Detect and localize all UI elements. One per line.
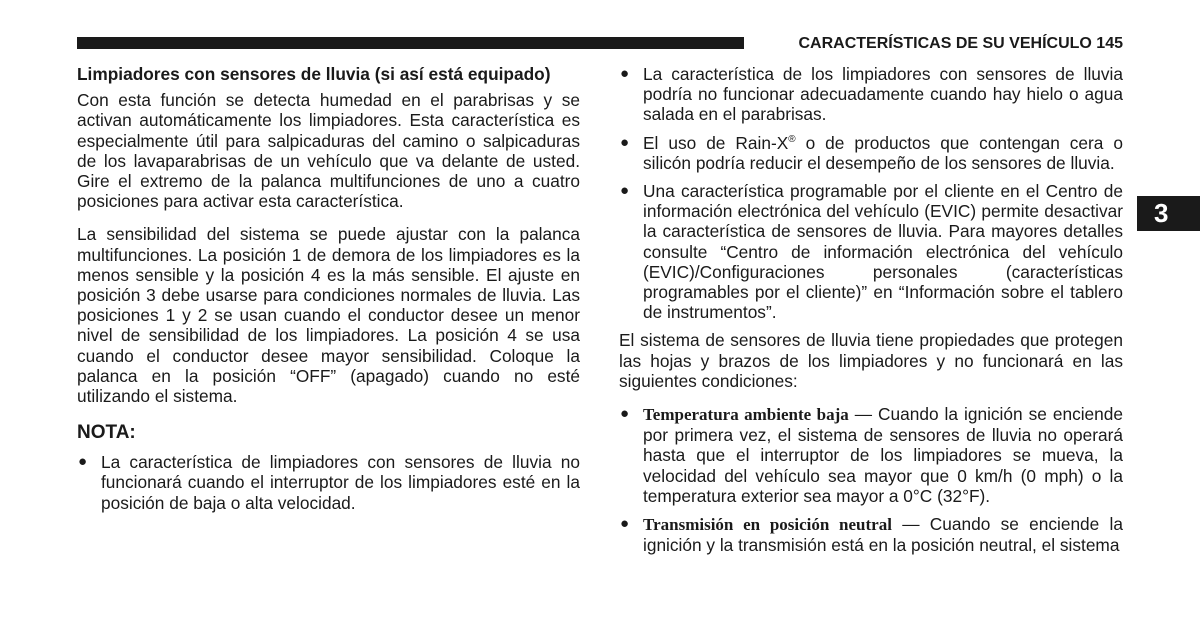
rainx-text-before: El uso de Rain-X [643, 132, 789, 153]
section-heading: Limpiadores con sensores de lluvia (si así está equipado) [77, 64, 551, 84]
condition-text: — Cuando la ignición se enciende por primera vez, el sistema de sensores de lluvia no operará hasta que el interruptor de los limpiadores se mueva, la velocidad del vehículo sea mayor que 0 km/h (0 mph) o la temperatura exterior sea mayor a 0°C (32°F). [643, 404, 1123, 506]
paragraph-intro: Con esta función se detecta humedad en el parabrisas y se activan automáticamente los limpiadores. Esta característica es especialmente útil para salpicaduras del camino o salpicaduras de los lavaparabrisas de un vehículo que va delante de usted. Gire el extremo de la palanca multifunciones de uno a cuatro posiciones para activar esta característica. [77, 90, 580, 212]
list-item-text: Una característica programable por el cliente en el Centro de información electrónica del vehículo (EVIC) permite desactivar la característica de sensores de lluvia. Para mayores detalles consulte “Centro de información electrónica del vehículo (EVIC)/Configuraciones personales (características programables por el cliente)” en “Información sobre el tablero de instrumentos”. [643, 181, 1123, 323]
registered-mark: ® [788, 133, 796, 145]
note-item [77, 452, 580, 513]
paragraph-conditions: El sistema de sensores de lluvia tiene propiedades que protegen las hojas y brazos de los limpiadores y no funcionará en las siguientes condiciones: [619, 330, 1123, 391]
note-heading: NOTA: [77, 422, 136, 444]
condition-term: Temperatura ambiente baja [643, 405, 849, 425]
header-rule [77, 37, 744, 49]
bullet-icon: ● [620, 405, 630, 423]
bullet-icon: ● [620, 65, 630, 82]
list-item [619, 181, 1123, 322]
condition-text: — Cuando se enciende la ignición y la transmisión está en la posición neutral, el sistema [643, 514, 1123, 556]
note-list [77, 452, 580, 513]
condition-item [619, 514, 1123, 555]
list-item [619, 133, 1123, 173]
rainx-text-after: o de productos que contengan cera o silicón podría reducir el desempeño de los sensores de lluvia. [643, 132, 1123, 173]
conditions-list [619, 404, 1123, 555]
paragraph-sensitivity: La sensibilidad del sistema se puede ajustar con la palanca multifunciones. La posición 1 de demora de los limpiadores es la menos sensible y la posición 4 es la más sensible. El ajuste en posición 3 debe usarse para condiciones normales de lluvia. Las posiciones 1 y 2 se usan cuando el conductor desee un menor nivel de sensibilidad de los limpiadores. La posición 4 se usa cuando el conductor desee mayor sensibilidad. Coloque la palanca en la posición “OFF” (apagado) cuando no esté utilizando el sistema. [77, 224, 580, 407]
page-header-title: CARACTERÍSTICAS DE SU VEHÍCULO 145 [798, 35, 1123, 52]
bullet-icon: ● [620, 182, 630, 200]
bullet-list [619, 64, 1123, 322]
bullet-icon: ● [620, 515, 630, 533]
left-column [77, 64, 580, 521]
chapter-tab[interactable]: 3 [1137, 196, 1200, 231]
right-column [619, 64, 1123, 563]
list-item [619, 64, 1123, 125]
list-item-text: La característica de los limpiadores con sensores de lluvia podría no funcionar adecuadamente cuando hay hielo o agua salada en el parabrisas. [643, 64, 1123, 125]
bullet-icon: ● [620, 133, 630, 151]
condition-item [619, 404, 1123, 506]
note-item-text: La característica de limpiadores con sensores de lluvia no funcionará cuando el interruptor de los limpiadores esté en la posición de baja o alta velocidad. [101, 452, 580, 513]
condition-term: Transmisión en posición neutral [643, 515, 892, 535]
bullet-icon: ● [78, 453, 88, 471]
